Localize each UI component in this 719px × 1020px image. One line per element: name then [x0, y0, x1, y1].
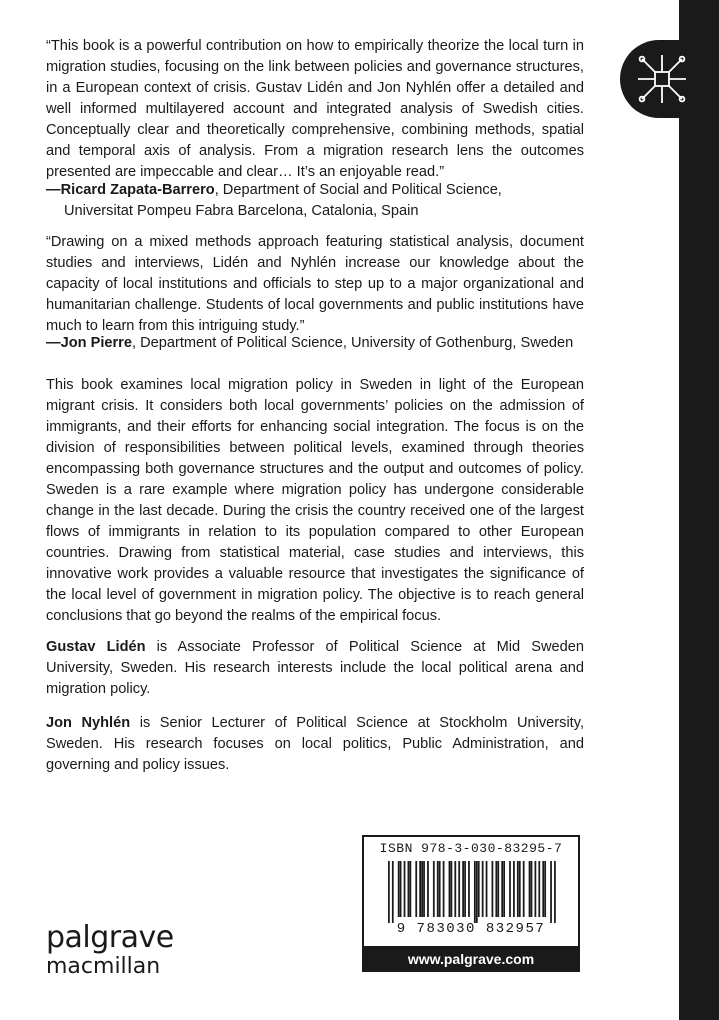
- author-bio-2: [46, 713, 584, 776]
- author-name: Jon Nyhlén: [46, 715, 131, 731]
- reviewer-affiliation: , Department of Political Science, University of Gothenburg, Sweden: [131, 335, 574, 351]
- publisher-name-line1: palgrave: [46, 920, 174, 955]
- reviewer-affiliation: , Department of Social and Political Science,: [214, 182, 502, 198]
- book-description: This book examines local migration policy in Sweden in light of the European migrant crisis. It considers both local governments’ policies on the admission of immigrants, and their efforts for enhancing social integration. The focus is on the division of responsibilities between political levels, examined through theories encompassing both governance structures and the output and outcomes of policy. Sweden is a rare example where migration policy has undergone considerable change in the last decade. During the crisis the country received one of the largest flows of immigrants in relation to its population compared to other European countries. Drawing from statistical material, case studies and interviews, this innovative work provides a valuable resource that investigates the significance of the local level of government in migration policy. The objective is to reach general conclusions that go beyond the realms of the empirical focus.: [46, 377, 584, 624]
- palgrave-macmillan-logo-icon: [634, 51, 690, 107]
- isbn-label: ISBN 978-3-030-83295-7: [379, 841, 563, 856]
- review-quote-1: “This book is a powerful contribution on how to empirically theorize the local turn in migration studies, focusing on the link between policies and governance structures, in a European context of crisis. Gustav Lidén and Jon Nyhlén offer a detailed and well informed multilayered account and integrated analysis of Swedish cities. Conceptually clear and theoretically comprehensive, combining methods, spatial and temporal axis of analysis. From a migration research lens the outcomes presented are impeccable and clear… It’s an enjoyable read.”: [46, 38, 584, 180]
- review-attribution-2: [46, 333, 606, 354]
- author-name: Gustav Lidén: [46, 639, 146, 655]
- review-attribution-1: [46, 180, 606, 222]
- publisher-name-line2: macmillan: [46, 954, 161, 979]
- reviewer-affiliation-line2: Universitat Pompeu Fabra Barcelona, Catalonia, Spain: [64, 203, 419, 219]
- publisher-wordmark: [46, 922, 174, 980]
- publisher-logo-tab: [620, 40, 719, 118]
- isbn-digits: 9 783030 832957: [396, 921, 546, 937]
- book-spine: [679, 0, 719, 1020]
- author-bio-text: is Associate Professor of Political Science at Mid Sweden University, Sweden. His research interests include the local political arena and migration policy.: [46, 639, 584, 697]
- author-bio-text: is Senior Lecturer of Political Science at Stockholm University, Sweden. His research focuses on local politics, Public Administration, and governing and policy issues.: [46, 715, 585, 773]
- barcode-bars: [388, 861, 556, 923]
- reviewer-name: —Ricard Zapata-Barrero: [46, 182, 215, 198]
- reviewer-name: —Jon Pierre: [46, 335, 132, 351]
- review-quote-2: “Drawing on a mixed methods approach featuring statistical analysis, document studies and interviews, Lidén and Nyhlén increase our knowledge about the capacity of local institutions and officials to step up to a major organizational and humanitarian challenge. Students of local governments and public institutions have much to learn from this intriguing study.”: [46, 234, 584, 334]
- author-bio-1: [46, 637, 584, 700]
- publisher-website: www.palgrave.com: [362, 946, 580, 972]
